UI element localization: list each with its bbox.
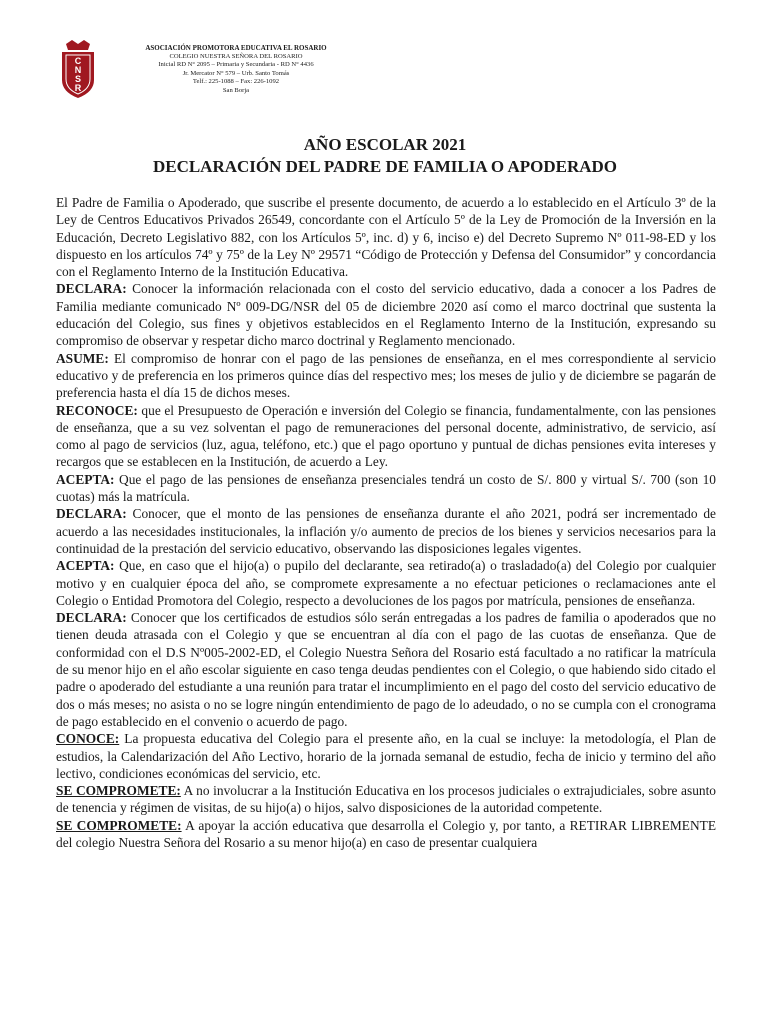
- clause-text: A apoyar la acción educativa que desarrolla el Colegio y, por tanto, a RETIRAR LIBREMENTE del colegio Nuestra Señora del Rosario a su menor hijo(a) en caso de presentar cualquiera: [56, 817, 717, 850]
- school-name: COLEGIO NUESTRA SEÑORA DEL ROSARIO: [169, 52, 303, 60]
- clause-text: Que, en caso que el hijo(a) o pupilo del declarante, sea retirado(a) o trasladado(a) del Colegio por cualquier motivo y en cualquier época del año, se compromete expresamente a no efectuar peticiones o reclamaciones ante el Colegio o Entidad Promotora del Colegio, respecto a devoluciones de los pagos por matrícula, pensiones de enseñanza.: [56, 558, 716, 608]
- document-body: [56, 194, 716, 851]
- phone-line: Telf.: 225-1088 – Fax: 226-1092: [192, 78, 280, 86]
- letterhead: [58, 40, 458, 110]
- clause-text: que el Presupuesto de Operación e inversión del Colegio se financia, fundamentalmente, con las pensiones de enseñanza, que a su vez solventan el pago de remuneraciones del personal docente, administrativo, de servicio, así como al pago de servicios (luz, agua, teléfono, etc.) que el pago oportuno y puntual de dichas pensiones evita intereses y recargos que se establecen en la Institución, de acuerdo a Ley.: [56, 402, 716, 470]
- document-title: [0, 134, 770, 178]
- clause-keyword: CONOCE:: [56, 731, 120, 747]
- clause-paragraph: [56, 402, 716, 471]
- school-crest-logo: [58, 40, 98, 98]
- svg-text:C: C: [74, 56, 82, 66]
- clause-keyword: ACEPTA:: [56, 558, 115, 574]
- clause-keyword: SE COMPROMETE:: [56, 817, 182, 833]
- district-line: San Borja: [222, 86, 250, 94]
- clause-paragraph: [56, 557, 716, 609]
- clause-keyword: DECLARA:: [56, 506, 127, 522]
- clause-paragraph: [56, 280, 716, 349]
- svg-text:N: N: [74, 65, 82, 75]
- institution-info: [96, 44, 376, 96]
- clause-paragraph: [56, 817, 716, 852]
- title-year: AÑO ESCOLAR 2021: [303, 135, 467, 154]
- clause-paragraph: [56, 471, 716, 506]
- association-name: ASOCIACIÓN PROMOTORA EDUCATIVA EL ROSARIO: [145, 44, 327, 52]
- title-declaration: DECLARACIÓN DEL PADRE DE FAMILIA O APODERADO: [152, 157, 618, 176]
- clause-paragraph: [56, 609, 716, 730]
- address-line: Jr. Mercator N° 579 – Urb. Santo Tomás: [182, 69, 290, 77]
- svg-text:S: S: [74, 74, 82, 84]
- clause-keyword: SE COMPROMETE:: [56, 783, 181, 799]
- clause-paragraph: [56, 730, 716, 782]
- clause-text: Conocer la información relacionada con el costo del servicio educativo, dada a conocer a los Padres de Familia mediante comunicado Nº 009-DG/NSR del 05 de diciembre 2020 así como el marco doctrinal que sustenta la educación del Colegio, sus fines y objetivos establecidos en el Reglamento Interno de la Institución, expresando su compromiso de observar y respetar dicho marco doctrinal y Reglamento mencionado.: [56, 281, 716, 349]
- clause-keyword: ACEPTA:: [56, 471, 115, 487]
- clause-text: Que el pago de las pensiones de enseñanza presenciales tendrá un costo de S/. 800 y virtual S/. 700 (son 10 cuotas) más la matrícula.: [56, 471, 716, 505]
- clause-text: El compromiso de honrar con el pago de las pensiones de enseñanza, en el mes correspondiente al servicio educativo y de preferencia en los primeros quince días del respectivo mes; los meses de julio y de diciembre se pagarán de preferencia hasta el día 15 de dichos meses.: [56, 350, 716, 401]
- clause-keyword: ASUME:: [56, 350, 109, 366]
- intro-paragraph: [56, 194, 716, 280]
- clause-paragraph: [56, 350, 716, 402]
- clause-keyword: DECLARA:: [56, 610, 127, 626]
- clause-paragraph: [56, 505, 716, 557]
- clause-text: Conocer, que el monto de las pensiones de enseñanza durante el año 2021, podrá ser incrementado de acuerdo a las necesidades institucionales, la inflación y/o aumento de precios de los bienes y servicios necesarios para la continuidad de la prestación del servicio educativo, observando las disposiciones legales vigentes.: [56, 506, 716, 556]
- paragraph-text: El Padre de Familia o Apoderado, que suscribe el presente documento, de acuerdo a lo establecido en el Artículo 3º de la Ley de Centros Educativos Privados 26549, concordante con el Artículo 5º de la Ley de Promoción de la Inversión en la Educación, Decreto Legislativo 882, con los Artículos 5º, inc. d) y 6, inciso e) del Decreto Supremo Nº 011-98-ED y los dispuesto en los artículos 74º y 75º de la Ley Nº 29571 “Código de Protección y Defensa del Consumidor” y concordancia con el Reglamento Interno de la Institución Educativa.: [56, 195, 716, 280]
- clause-text: A no involucrar a la Institución Educativa en los procesos judiciales o extrajudiciales, sobre asunto de tenencia y régimen de visitas, de su hijo(a) o hijos, salvo disposiciones de la autoridad competente.: [56, 783, 717, 816]
- clause-text: La propuesta educativa del Colegio para el presente año, en la cual se incluye: la metodología, el Plan de estudios, la Calendarización del Año Lectivo, horario de la jornada semanal de estudio, fecha de inicio y termino del año lectivo, condiciones económicas del servicio, etc.: [56, 731, 716, 781]
- resolution-line: Inicial RD N° 2095 – Primaria y Secundaria - RD N° 4436: [158, 61, 314, 69]
- svg-text:R: R: [74, 83, 82, 93]
- clause-text: Conocer que los certificados de estudios sólo serán entregadas a los padres de familia o apoderados que no tienen deuda atrasada con el Colegio y que se encuentran al día con el pago de las cuotas de enseñanza. Que de conformidad con el D.S Nº005-2002-ED, el Colegio Nuestra Señora del Rosario está facultado a no ratificar la matrícula de su menor hijo en el año escolar siguiente en caso tenga deudas pendientes con el Colegio, o que habiendo sido citado el padre o apoderado del estudiante a una reunión para tratar el incumplimiento en el pago del costo del servicio educativo de dos o más meses; no asista o no se logre ningún entendimiento de pago de lo adeudado, o no se cumpla con el cronograma de pago establecido en el convenio o acuerdo de pago.: [56, 610, 716, 729]
- clause-paragraph: [56, 782, 716, 817]
- clause-keyword: DECLARA:: [56, 281, 127, 297]
- clause-keyword: RECONOCE:: [56, 402, 138, 418]
